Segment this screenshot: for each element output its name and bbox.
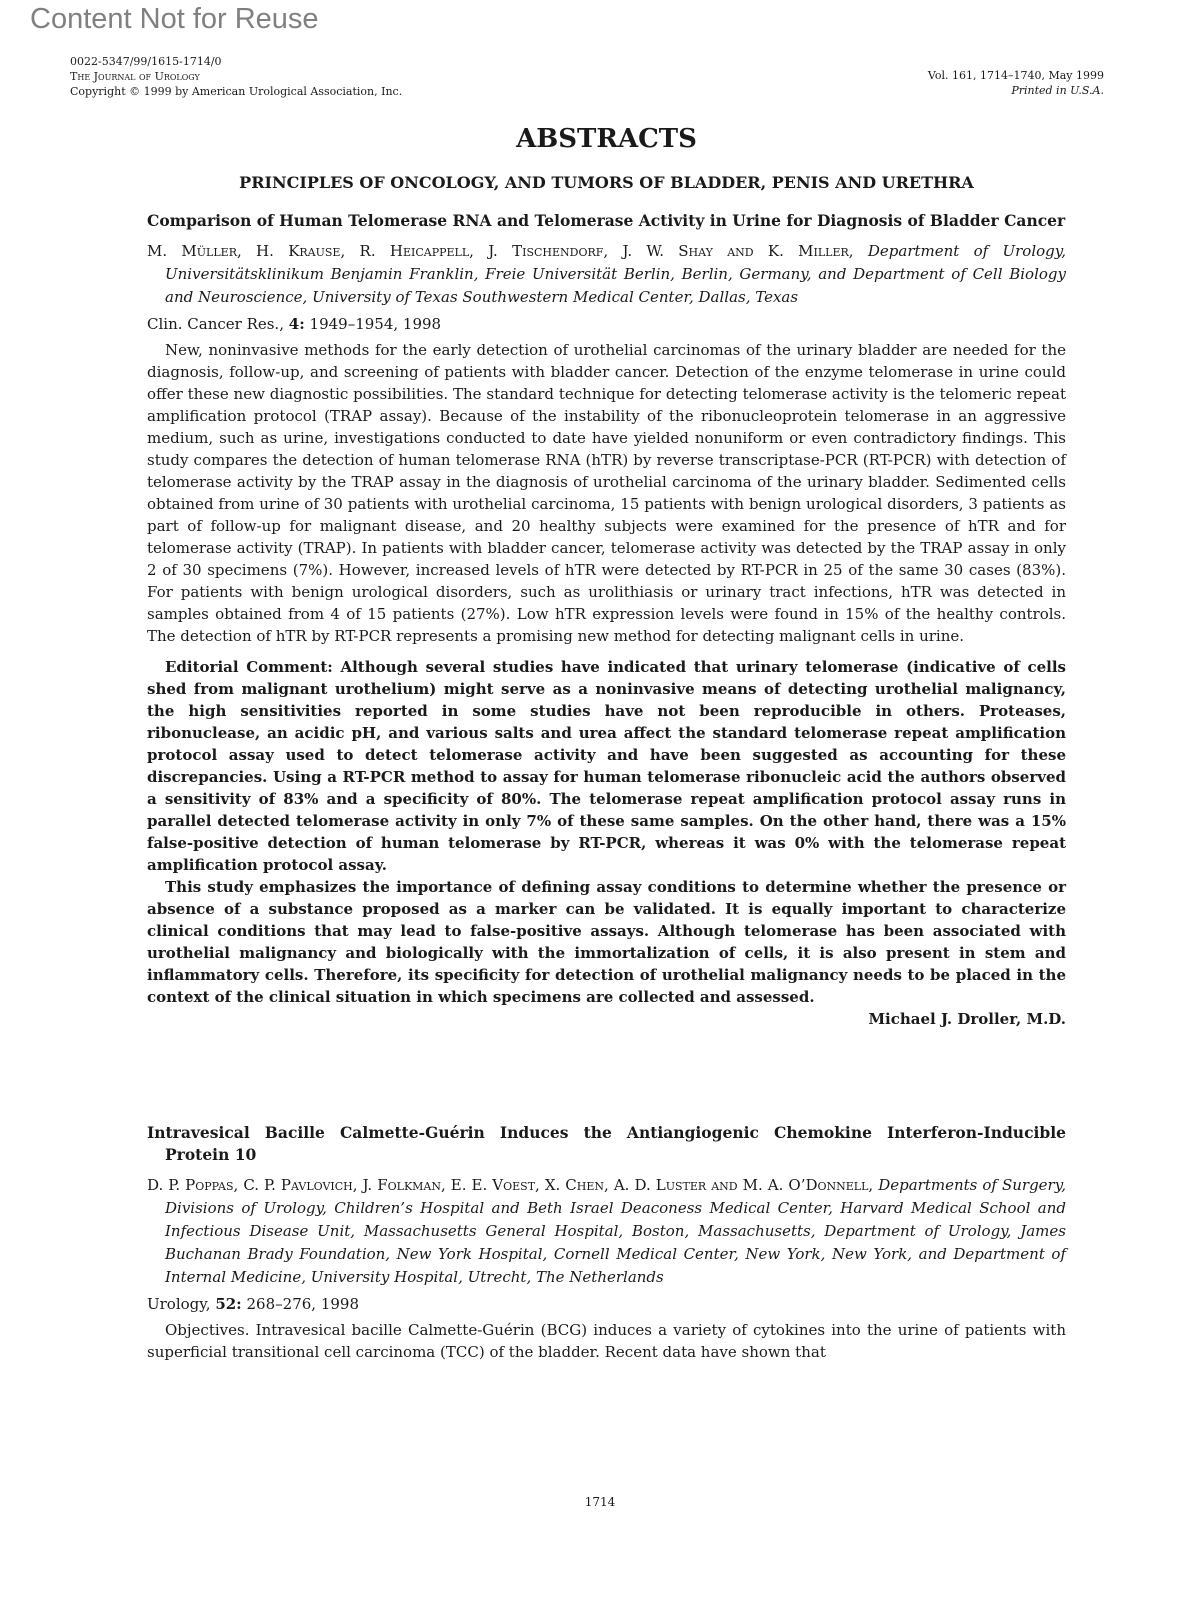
journal-header-left — [70, 54, 402, 99]
citation — [147, 313, 1066, 335]
affiliation: Department of Urology, Universitätsklinikum Benjamin Franklin, Freie Universität Berlin, Berlin, Germany, and Department of Cell Biology and Neuroscience, University of Texas Southwestern Medical Center, Dallas, Texas — [165, 242, 1067, 306]
article-title: Comparison of Human Telomerase RNA and Telomerase Activity in Urine for Diagnosis of Bladder Cancer — [147, 211, 1066, 230]
journal-header-right — [928, 68, 1104, 98]
section-heading: PRINCIPLES OF ONCOLOGY, AND TUMORS OF BLADDER, PENIS AND URETHRA — [239, 173, 974, 192]
page-number: 1714 — [584, 1495, 616, 1509]
watermark: Content Not for Reuse — [30, 3, 319, 35]
citation-volume: 4: — [288, 315, 305, 333]
editorial-signature: Michael J. Droller, M.D. — [868, 1010, 1066, 1028]
citation-volume: 52: — [215, 1295, 242, 1313]
page-content — [147, 124, 1066, 1363]
citation-journal: Urology, — [147, 1295, 211, 1313]
abstract-body: Objectives. Intravesical bacille Calmette-Guérin (BCG) induces a variety of cytokines into the urine of patients with superficial transitional cell carcinoma (TCC) of the bladder. Recent data have shown that — [147, 1321, 1066, 1361]
citation — [147, 1293, 1066, 1315]
citation-journal: Clin. Cancer Res., — [147, 315, 284, 333]
citation-pages: 1949–1954, 1998 — [309, 315, 442, 333]
copyright: Copyright © 1999 by American Urological Association, Inc. — [70, 85, 403, 98]
editorial-comment: Editorial Comment: Although several studies have indicated that urinary telomerase (indicative of cells shed from malignant urothelium) might serve as a noninvasive means of detecting urothelial malignancy, the high sensitivities reported in some studies have not been reproducible in others. Proteases, ribonuclease, an acidic pH, and various salts and urea affect the standard telomerase repeat amplification protocol assay used to detect telomerase activity and have been suggested as accounting for these discrepancies. Using a RT-PCR method to assay for human telomerase ribonucleic acid the authors observed a sensitivity of 83% and a specificity of 80%. The telomerase repeat amplification protocol assay runs in parallel detected telomerase activity in only 7% of these same samples. On the other hand, there was a 15% false-positive detection of human telomerase by RT-PCR, whereas it was 0% with the telomerase repeat amplification protocol assay. — [147, 658, 1066, 874]
journal-name: The Journal of Urology — [70, 70, 200, 83]
author-names: M. Müller, H. Krause, R. Heicappell, J. Tischendorf, J. W. Shay and K. Miller, — [147, 242, 854, 260]
abstract-body: New, noninvasive methods for the early detection of urothelial carcinomas of the urinary bladder are needed for the diagnosis, follow-up, and screening of patients with bladder cancer. Detection of the enzyme telomerase in urine could offer these new diagnostic possibilities. The standard technique for detecting telomerase activity is the telomeric repeat amplification protocol (TRAP assay). Because of the instability of the ribonucleoprotein telomerase in an aggressive medium, such as urine, investigations conducted to date have yielded nonuniform or even contradictory findings. This study compares the detection of human telomerase RNA (hTR) by reverse transcriptase-PCR (RT-PCR) with detection of telomerase activity by the TRAP assay in the diagnosis of urothelial carcinoma of the urinary bladder. Sedimented cells obtained from urine of 30 patients with urothelial carcinoma, 15 patients with benign urological disorders, 3 patients as part of follow-up for malignant disease, and 20 healthy subjects were examined for the presence of hTR and for telomerase activity (TRAP). In patients with bladder cancer, telomerase activity was detected by the TRAP assay in only 2 of 30 specimens (7%). However, increased levels of hTR were detected by RT-PCR in 25 of the same 30 cases (83%). For patients with benign urological disorders, such as urolithiasis or urinary tract infections, hTR was detected in samples obtained from 4 of 15 patients (27%). Low hTR expression levels were found in 15% of the healthy controls. The detection of hTR by RT-PCR represents a promising new method for detecting malignant cells in urine. — [147, 341, 1066, 645]
article-authors — [147, 240, 1066, 309]
printed-in: Printed in U.S.A. — [1011, 84, 1104, 97]
affiliation: Departments of Surgery, Divisions of Urology, Children’s Hospital and Beth Israel Deaconess Medical Center, Harvard Medical School and Infectious Disease Unit, Massachusetts General Hospital, Boston, Massachusetts, Department of Urology, James Buchanan Brady Foundation, New York Hospital, Cornell Medical Center, New York, New York, and Department of Internal Medicine, University Hospital, Utrecht, The Netherlands — [165, 1176, 1066, 1286]
abstract-2 — [147, 1122, 1066, 1363]
author-names: D. P. Poppas, C. P. Pavlovich, J. Folkman, E. E. Voest, X. Chen, A. D. Luster and M. A. O’Donnell, — [147, 1176, 874, 1194]
volume-info: Vol. 161, 1714–1740, May 1999 — [927, 69, 1104, 82]
article-authors — [147, 1174, 1066, 1289]
article-code: 0022-5347/99/1615-1714/0 — [70, 55, 222, 68]
editorial-comment-continued: This study emphasizes the importance of defining assay conditions to determine whether the presence or absence of a substance proposed as a marker can be validated. It is equally important to characterize clinical conditions that may lead to false-positive assays. Although telomerase has been associated with urothelial malignancy and biologically with the immortalization of cells, it is also present in stem and inflammatory cells. Therefore, its specificity for detection of urothelial malignancy needs to be placed in the context of the clinical situation in which specimens are collected and assessed. — [147, 878, 1066, 1006]
citation-pages: 268–276, 1998 — [246, 1295, 359, 1313]
abstract-1 — [147, 210, 1066, 1030]
article-title: Intravesical Bacille Calmette-Guérin Induces the Antiangiogenic Chemokine Interferon-Inducible Protein 10 — [147, 1123, 1066, 1164]
page-title: ABSTRACTS — [516, 124, 697, 154]
